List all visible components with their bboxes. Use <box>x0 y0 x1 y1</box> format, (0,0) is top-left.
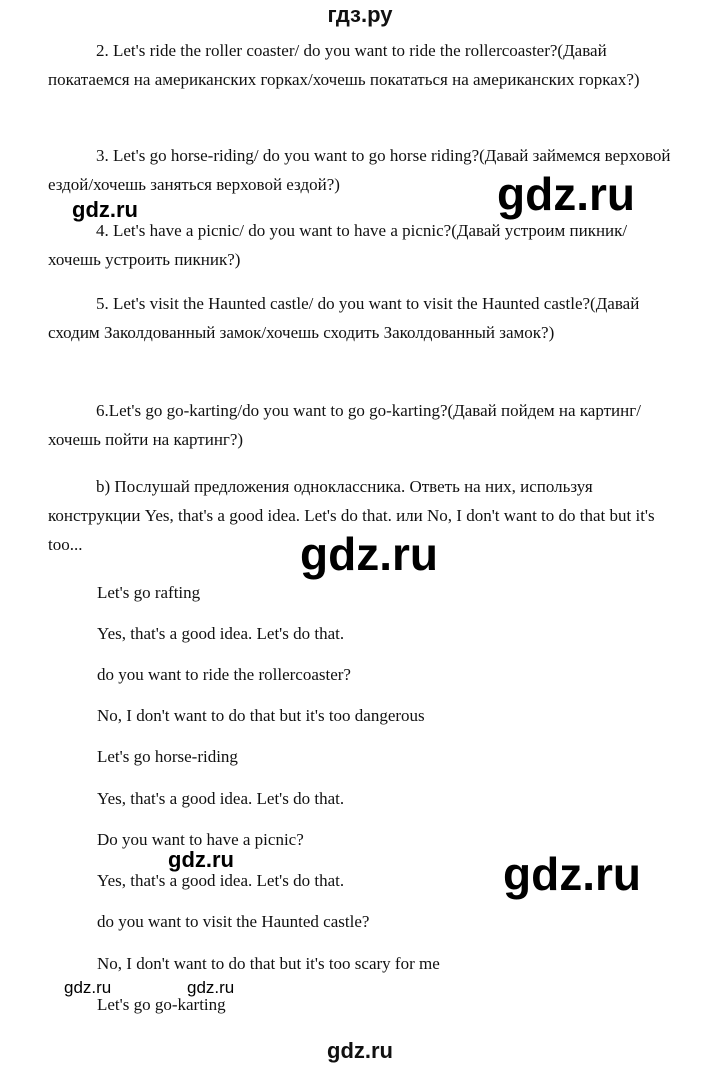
watermark-large: gdz.ru <box>497 168 635 220</box>
dialogue-line: Let's go horse-riding <box>97 747 238 766</box>
paragraph-2: 2. Let's ride the roller coaster/ do you want to ride the rollercoaster?(Давай покатаемся на американских горках/хочешь покататься на американских горках?) <box>48 41 640 89</box>
dialogue-line: Yes, that's a good idea. Let's do that. <box>97 624 345 643</box>
dialogue-line: No, I don't want to do that but it's too dangerous <box>97 706 425 725</box>
dialogue-line: do you want to ride the rollercoaster? <box>97 665 351 684</box>
dialogue-line: do you want to visit the Haunted castle? <box>97 912 370 931</box>
paragraph-3: 3. Let's go horse-riding/ do you want to go horse riding?(Давай займемся верховой ездой/хочешь заняться верховой ездой?) <box>48 146 671 194</box>
site-footer: gdz.ru <box>327 1038 393 1063</box>
watermark-large: gdz.ru <box>300 528 438 580</box>
paragraph-6: 6.Let's go go-karting/do you want to go go-karting?(Давай пойдем на картинг/ хочешь пойти на картинг?) <box>48 401 641 449</box>
dialogue-line: Let's go rafting <box>97 583 201 602</box>
dialogue-line: Let's go go-karting <box>97 995 226 1014</box>
watermark-large: gdz.ru <box>503 848 641 900</box>
paragraph-4: 4. Let's have a picnic/ do you want to have a picnic?(Давай устроим пикник/ хочешь устроить пикник?) <box>48 221 628 269</box>
site-header: гдз.ру <box>327 2 393 27</box>
paragraph-5: 5. Let's visit the Haunted castle/ do you want to visit the Haunted castle?(Давай сходим Заколдованный замок/хочешь сходить Заколдованный замок?) <box>48 294 640 342</box>
watermark-small: gdz.ru <box>187 978 235 997</box>
dialogue-line: No, I don't want to do that but it's too scary for me <box>97 954 440 973</box>
watermark-medium: gdz.ru <box>168 847 234 872</box>
watermark-medium: gdz.ru <box>72 197 138 222</box>
paragraph-b-instruction: b) Послушай предложения одноклассника. Ответь на них, используя конструкции Yes, that's a good idea. Let's do that. или No, I don't want to do that but it's too... <box>48 477 655 554</box>
dialogue-line: Do you want to have a picnic? <box>97 830 304 849</box>
dialogue-line: Yes, that's a good idea. Let's do that. <box>97 789 345 808</box>
dialogue-line: Yes, that's a good idea. Let's do that. <box>97 871 345 890</box>
watermark-small: gdz.ru <box>64 978 112 997</box>
